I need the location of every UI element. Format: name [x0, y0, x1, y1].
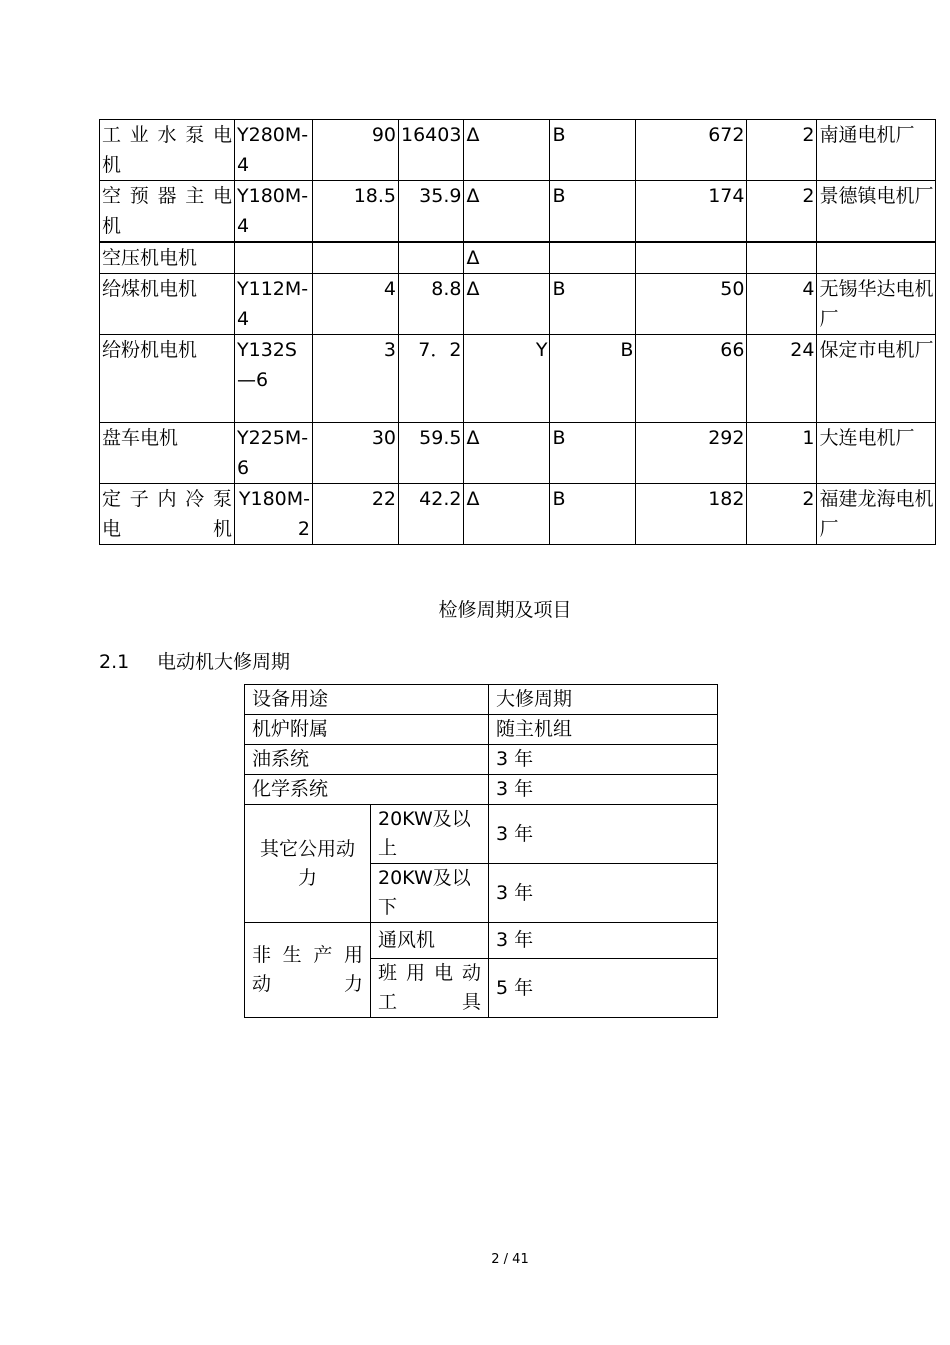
cycle-value: 随主机组	[489, 715, 718, 745]
motor-current: 8.8	[399, 274, 464, 335]
motor-qty: 1	[747, 423, 817, 484]
motor-qty: 4	[747, 274, 817, 335]
motor-name: 给粉机电机	[100, 335, 235, 423]
motor-insulation: B	[550, 181, 636, 243]
table-row	[100, 274, 936, 335]
header-cycle: 大修周期	[489, 685, 718, 715]
motor-weight: 672	[636, 120, 747, 181]
cycle-sub-use: 20KW及以下	[371, 864, 489, 923]
header-use: 设备用途	[245, 685, 489, 715]
motor-current: 35.9	[399, 181, 464, 243]
motor-name: 空 预 器 主 电机	[100, 181, 235, 243]
cycle-value: 5 年	[489, 959, 718, 1018]
motor-maker: 景德镇电机厂	[817, 181, 936, 243]
subsection-number: 2.1	[99, 651, 130, 673]
table-row	[245, 745, 718, 775]
motor-power: 22	[313, 484, 399, 545]
cycle-value: 3 年	[489, 775, 718, 805]
cycle-group: 非 生 产 用动力	[245, 923, 371, 1018]
cycle-use: 机炉附属	[245, 715, 489, 745]
motor-weight: 50	[636, 274, 747, 335]
motor-name: 给煤机电机	[100, 274, 235, 335]
motor-current: 7．2	[399, 335, 464, 423]
table-row	[100, 242, 936, 274]
motor-weight: 182	[636, 484, 747, 545]
table-row	[100, 120, 936, 181]
motor-connection: Δ	[464, 120, 550, 181]
motor-maker: 保定市电机厂	[817, 335, 936, 423]
motor-insulation	[550, 242, 636, 274]
motor-current: 42.2	[399, 484, 464, 545]
cycle-value: 3 年	[489, 923, 718, 959]
motor-model: Y180M-2	[235, 484, 313, 545]
motor-qty: 2	[747, 120, 817, 181]
motor-model: Y180M-4	[235, 181, 313, 243]
overhaul-cycle-table	[244, 684, 718, 1018]
motor-model: Y132S—6	[235, 335, 313, 423]
motor-current: 16403	[399, 120, 464, 181]
motor-weight: 66	[636, 335, 747, 423]
page-number: 2 / 41	[491, 1252, 529, 1267]
motor-maker: 福建龙海电机厂	[817, 484, 936, 545]
motor-current: 59.5	[399, 423, 464, 484]
motor-qty: 24	[747, 335, 817, 423]
motor-maker: 无锡华达电机厂	[817, 274, 936, 335]
motor-weight: 174	[636, 181, 747, 243]
motor-maker	[817, 242, 936, 274]
table-row	[100, 423, 936, 484]
cycle-use: 油系统	[245, 745, 489, 775]
motor-power: 3	[313, 335, 399, 423]
motor-name: 盘车电机	[100, 423, 235, 484]
table-row	[245, 715, 718, 745]
motor-connection: Δ	[464, 423, 550, 484]
cycle-use: 化学系统	[245, 775, 489, 805]
motor-connection: Δ	[464, 274, 550, 335]
table-row	[100, 484, 936, 545]
motor-qty: 2	[747, 181, 817, 243]
subsection-title: 电动机大修周期	[157, 651, 291, 673]
motor-model: Y112M-4	[235, 274, 313, 335]
table-header-row	[245, 685, 718, 715]
motor-maker: 大连电机厂	[817, 423, 936, 484]
motor-weight: 292	[636, 423, 747, 484]
table-row	[245, 775, 718, 805]
table-row	[100, 335, 936, 423]
motor-insulation: B	[550, 423, 636, 484]
motor-model	[235, 242, 313, 274]
motor-connection: Δ	[464, 484, 550, 545]
motor-power: 90	[313, 120, 399, 181]
cycle-value: 3 年	[489, 805, 718, 864]
cycle-sub-use: 20KW及以上	[371, 805, 489, 864]
motor-insulation: B	[550, 335, 636, 423]
motor-qty	[747, 242, 817, 274]
motor-model: Y225M-6	[235, 423, 313, 484]
motor-connection: Δ	[464, 181, 550, 243]
motor-insulation: B	[550, 484, 636, 545]
motor-maker: 南通电机厂	[817, 120, 936, 181]
cycle-value: 3 年	[489, 864, 718, 923]
cycle-value: 3 年	[489, 745, 718, 775]
table-row	[245, 923, 718, 959]
motor-weight	[636, 242, 747, 274]
motor-name: 空压机电机	[100, 242, 235, 274]
motor-connection: Y	[464, 335, 550, 423]
motor-name: 工 业 水 泵 电机	[100, 120, 235, 181]
cycle-sub-use: 班 用 电 动工具	[371, 959, 489, 1018]
motor-power	[313, 242, 399, 274]
cycle-sub-use: 通风机	[371, 923, 489, 959]
subsection-heading	[99, 647, 290, 674]
table-row	[100, 181, 936, 243]
motor-qty: 2	[747, 484, 817, 545]
motor-insulation: B	[550, 120, 636, 181]
table-row	[245, 805, 718, 864]
motor-spec-table	[99, 119, 936, 545]
motor-power: 18.5	[313, 181, 399, 243]
section-title: 检修周期及项目	[438, 599, 572, 621]
motor-current	[399, 242, 464, 274]
motor-name: 定 子 内 冷 泵电机	[100, 484, 235, 545]
cycle-group: 其它公用动力	[245, 805, 371, 923]
motor-power: 4	[313, 274, 399, 335]
motor-model: Y280M-4	[235, 120, 313, 181]
motor-connection: Δ	[464, 242, 550, 274]
motor-power: 30	[313, 423, 399, 484]
motor-insulation: B	[550, 274, 636, 335]
